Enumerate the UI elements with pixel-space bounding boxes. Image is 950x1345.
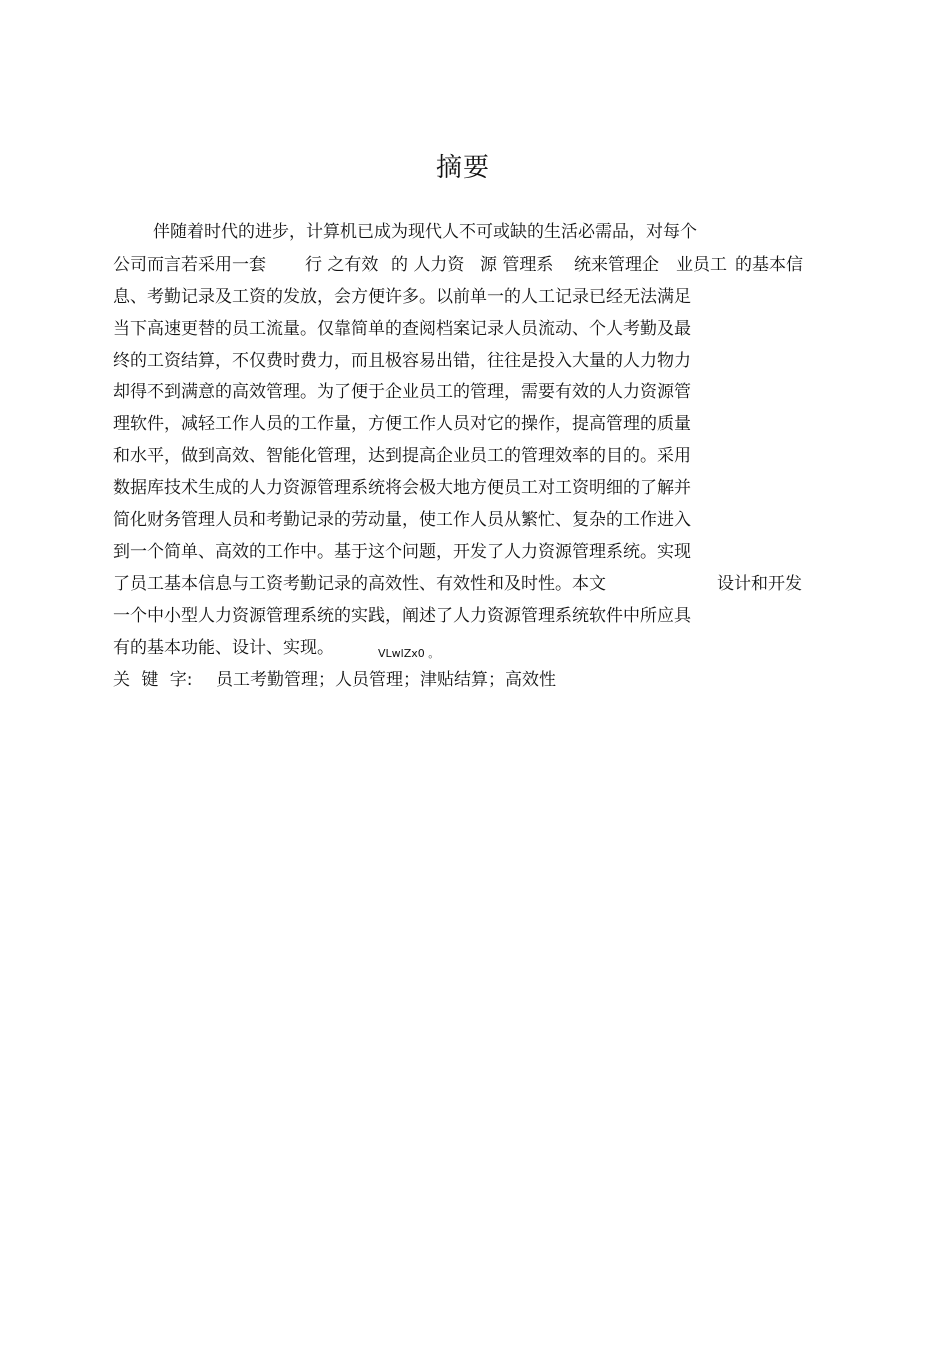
line2-segment: 的 人力资: [391, 255, 465, 275]
line2-segment: 业员工: [676, 255, 727, 275]
paragraph-line-14: [113, 637, 440, 661]
paragraph-line-11: 到一个简单、高效的工作中。基于这个问题，开发了人力资源管理系统。实现: [113, 542, 691, 562]
line2-segment: 统来管理企: [574, 255, 659, 275]
paragraph-line-7: 理软件，减轻工作人员的工作量，方便工作人员对它的操作，提高管理的质量: [113, 414, 691, 434]
paragraph-line-1: 伴随着时代的进步，计算机已成为现代人不可或缺的生活必需品，对每个: [153, 222, 697, 242]
line2-segment: 的基本信: [735, 255, 803, 275]
line2-segment: 公司而言若采用一套: [113, 255, 266, 275]
paragraph-line-9: 数据库技术生成的人力资源管理系统将会极大地方便员工对工资明细的了解并: [113, 478, 691, 498]
keywords-text: 员工考勤管理；人员管理；津贴结算；高效性: [216, 670, 556, 690]
line12-segment: 了员工基本信息与工资考勤记录的高效性、有效性和及时性。本文: [113, 574, 606, 594]
paragraph-line-5: 终的工资结算，不仅费时费力，而且极容易出错，往往是投入大量的人力物力: [113, 351, 691, 371]
paragraph-line-6: 却得不到满意的高效管理。为了便于企业员工的管理，需要有效的人力资源管: [113, 382, 691, 402]
last-line-text: 有的基本功能、设计、实现。: [113, 638, 334, 658]
keywords-label: 关 键 字:: [113, 670, 193, 690]
last-line-code: VLwlZx0 。: [378, 647, 440, 660]
line12-segment: 设计和开发: [717, 574, 802, 594]
paragraph-line-10: 简化财务管理人员和考勤记录的劳动量，使工作人员从繁忙、复杂的工作进入: [113, 510, 691, 530]
line2-segment: 行 之有效: [305, 255, 379, 275]
paragraph-line-8: 和水平，做到高效、智能化管理，达到提高企业员工的管理效率的目的。采用: [113, 446, 691, 466]
paragraph-line-4: 当下高速更替的员工流量。仅靠简单的查阅档案记录人员流动、个人考勤及最: [113, 319, 691, 339]
line2-segment: 源 管理系: [480, 255, 554, 275]
page-title: 摘要: [435, 153, 490, 183]
paragraph-line-13: 一个中小型人力资源管理系统的实践，阐述了人力资源管理系统软件中所应具: [113, 606, 691, 626]
paragraph-line-3: 息、考勤记录及工资的发放，会方便许多。以前单一的人工记录已经无法满足: [113, 287, 691, 307]
